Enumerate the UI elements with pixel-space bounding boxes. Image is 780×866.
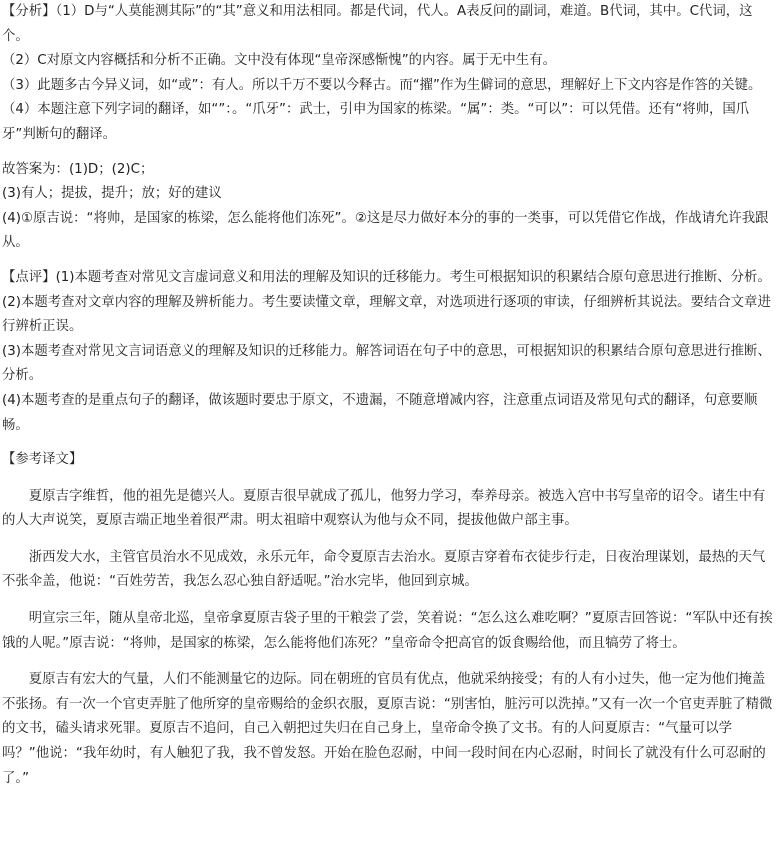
translation-paragraph-2: 浙西发大水，主管官员治水不见成效，永乐元年，命令夏原吉去治水。夏原吉穿着布衣徒步行走，日夜治理谋划，最热的天气不张伞盖，他说：“百姓劳苦，我怎么忍心独自舒适呢。”治水完毕，他回到京城。 bbox=[2, 549, 766, 590]
comment-heading: 【点评】 bbox=[2, 269, 56, 285]
analysis-line-2: （2）C对原文内容概括和分析不正确。文中没有体现“皇帝深感惭愧”的内容。属于无中生有。 bbox=[2, 53, 556, 69]
translation-section bbox=[0, 448, 780, 791]
comment-line-4: (4)本题考查的是重点句子的翻译，做该题时要忠于原文，不遗漏，不随意增减内容，注意重点词语及常见句式的翻译，句意要顺畅。 bbox=[2, 392, 758, 433]
analysis-line-1: 【分析】（1）D与“人莫能测其际”的“其”意义和用法相同。都是代词，代人。A表反问的副词，难道。B代词，其中。C代词，这个。 bbox=[2, 4, 753, 44]
answer-section bbox=[0, 158, 780, 256]
comment-line-3: (3)本题考查对常见文言词语意义的理解及知识的迁移能力。解答词语在句子中的意思，可根据知识的积累结合原句意思进行推断、分析。 bbox=[2, 343, 771, 384]
answer-line-3: (4)①原吉说：“将帅，是国家的栋梁，怎么能将他们冻死”。②这是尽力做好本分的事的一类事，可以凭借它作战，作战请允许我跟从。 bbox=[2, 210, 769, 251]
analysis-section bbox=[0, 0, 780, 148]
translation-paragraph-1: 夏原吉字维哲，他的祖先是德兴人。夏原吉很早就成了孤儿，他努力学习，奉养母亲。被选入宫中书写皇帝的诏令。诸生中有的人大声说笑，夏原吉端正地坐着很严肃。明太祖暗中观察认为他与众不同，提拔他做户部主事。 bbox=[2, 488, 766, 529]
translation-heading: 【参考译文】 bbox=[2, 452, 83, 468]
comment-section bbox=[0, 266, 780, 438]
answer-line-2: (3)有人；提拔，提升；放；好的建议 bbox=[2, 186, 222, 202]
analysis-heading: 【分析】 bbox=[2, 4, 56, 19]
analysis-line-3: （3）此题多古今异义词，如“或”：有人。所以千万不要以今释古。而“擢”作为生僻词的意思，理解好上下文内容是作答的关键。 bbox=[2, 77, 762, 93]
comment-line-1: 【点评】(1)本题考查对常见文言虚词意义和用法的理解及知识的迁移能力。考生可根据知识的积累结合原句意思进行推断、分析。 bbox=[2, 269, 771, 285]
translation-paragraph-4: 夏原吉有宏大的气量，人们不能测量它的边际。同在朝班的官员有优点，他就采纳接受；有的人有小过失，他一定为他们掩盖不张扬。有一次一个官吏弄脏了他所穿的皇帝赐给的金织衣服，夏原吉说：“别害怕，脏污可以洗掉。”又有一次一个官吏弄脏了精微的文书，磕头请求死罪。夏原吉不追问，自己入朝把过失归在自己身上，皇帝命令换了文书。有的人问夏原吉：“气量可以学吗？”他说：“我年幼时，有人触犯了我，我不曾发怒。开始在脸色忍耐，中间一段时间在内心忍耐，时间长了就没有什么可忍耐的了。” bbox=[2, 672, 773, 786]
comment-line-2: (2)本题考查对文章内容的理解及辨析能力。考生要读懂文章，理解文章，对选项进行逐项的审读，仔细辨析其说法。要结合文章进行辨析正误。 bbox=[2, 294, 771, 335]
answer-line-1: 故答案为：(1)D；(2)C； bbox=[2, 161, 154, 177]
analysis-line-4: （4）本题注意下列字词的翻译，如“”：。“爪牙”：武士，引申为国家的栋梁。“属”：类。“可以”：可以凭借。还有“将帅，国爪牙”判断句的翻译。 bbox=[2, 102, 750, 142]
translation-paragraph-3: 明宣宗三年，随从皇帝北巡，皇帝拿夏原吉袋子里的干粮尝了尝，笑着说：“怎么这么难吃啊？”夏原吉回答说：“军队中还有挨饿的人呢。”原吉说：“将帅，是国家的栋梁，怎么能将他们冻死？”皇帝命令把高官的饭食赐给他，而且犒劳了将士。 bbox=[2, 611, 773, 651]
